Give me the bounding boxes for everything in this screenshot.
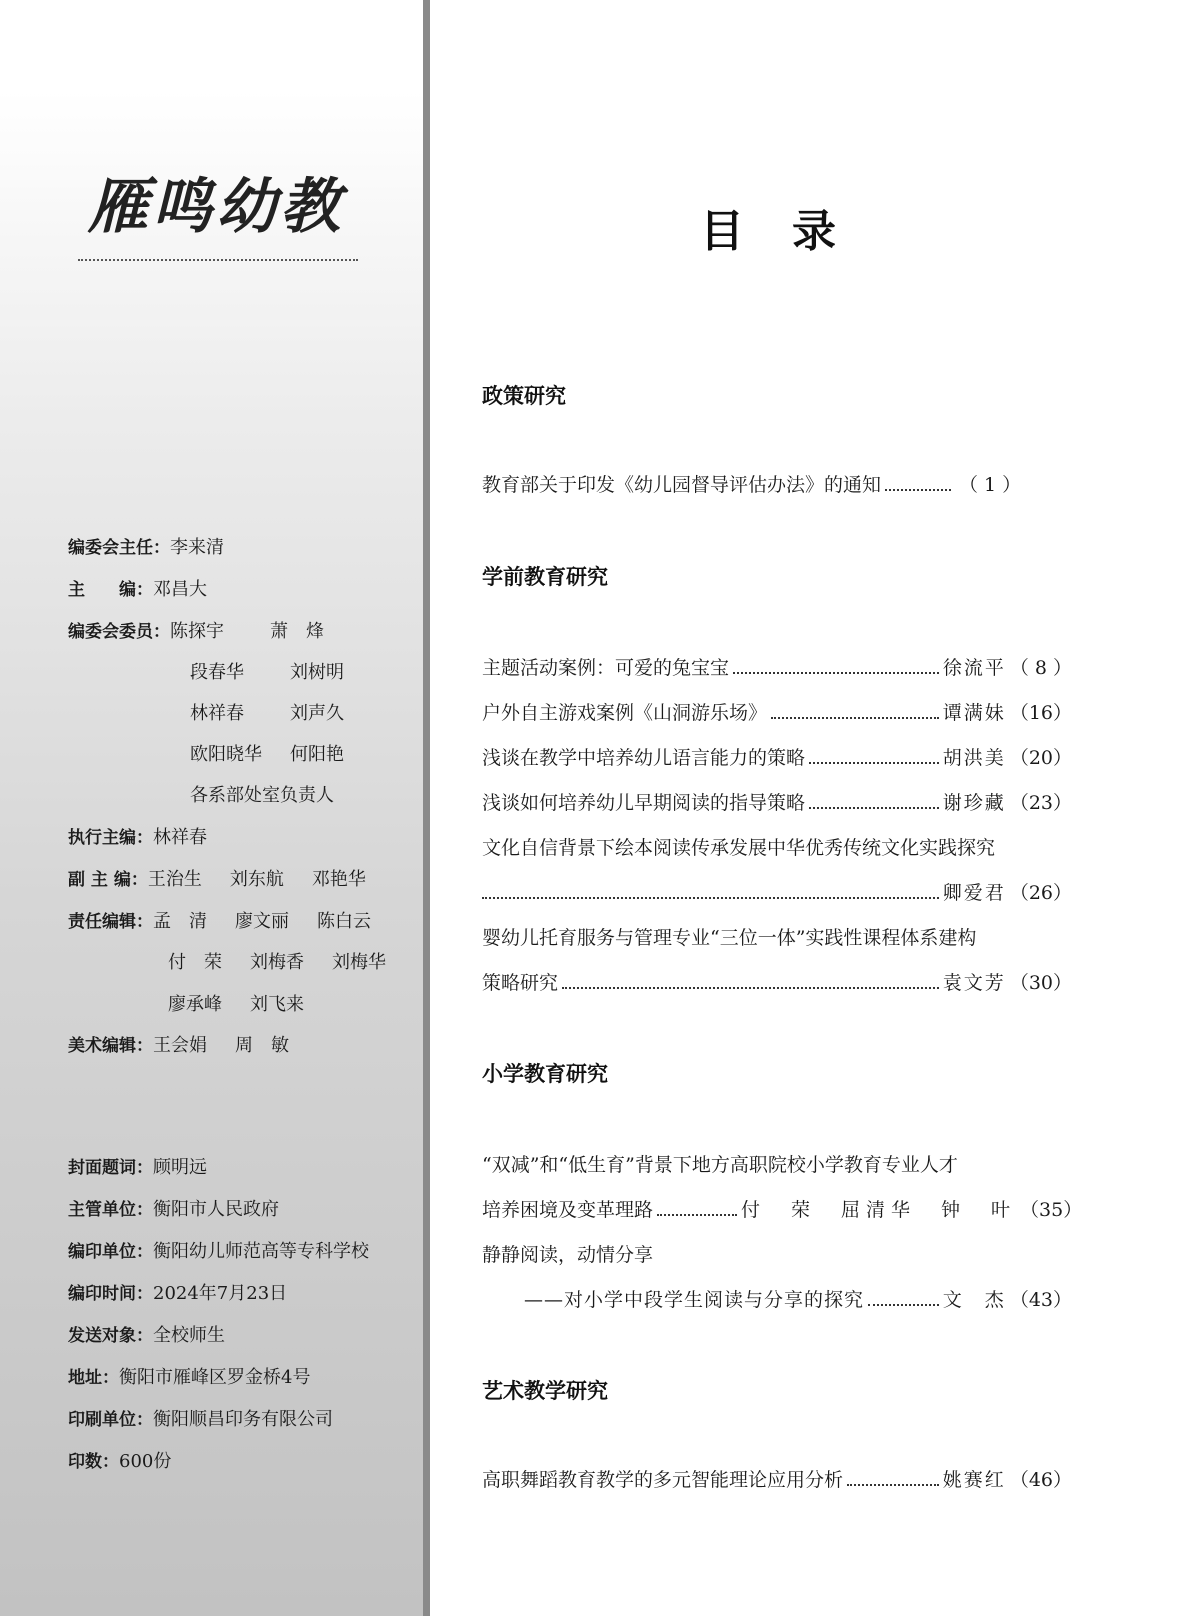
pub-label: 印刷单位： [68,1410,153,1430]
staff-label: 主 编： [68,580,153,600]
staff-name: 孟 清 [153,911,207,932]
leader-dots [657,1214,737,1216]
pub-value: 顾明远 [153,1157,207,1178]
toc-entry[interactable] [482,698,1072,725]
staff-name: 刘东航 [229,869,284,890]
pub-value: 衡阳幼儿师范高等专科学校 [153,1241,369,1262]
pub-value: 600份 [119,1451,172,1472]
entry-page: （20） [1009,747,1072,769]
leader-dots [482,897,939,899]
pub-value: 衡阳市人民政府 [153,1199,279,1220]
staff-name: 萧 烽 [270,621,324,642]
entry-author: 谢珍藏 [942,792,1006,814]
staff-name: 刘声久 [290,703,344,724]
pub-row-copies [68,1447,171,1473]
pub-row-audience [68,1321,225,1347]
entry-author: 袁文芳 [942,972,1006,994]
pub-label: 印数： [68,1452,119,1472]
entry-page: （46） [1009,1469,1072,1491]
staff-row-committee-3 [190,699,344,725]
leader-dots [771,717,939,719]
toc-entry[interactable] [482,788,1072,815]
leader-dots [809,762,939,764]
toc-entry[interactable] [482,1240,1072,1312]
pub-label: 编印单位： [68,1242,153,1262]
section-title-art: 艺术教学研究 [482,1379,608,1403]
entry-author: 付 荣 屈清华 钟 叶 [741,1199,1017,1221]
pub-label: 主管单位： [68,1200,153,1220]
pub-row-supervisor [68,1195,279,1221]
entry-title: 静静阅读，动情分享 [482,1244,654,1266]
staff-name: 付 荣 [168,952,222,973]
leader-dots [885,489,951,491]
staff-row-art-editor [68,1031,289,1057]
staff-row-committee-2 [190,658,344,684]
staff-name: 廖承峰 [168,994,222,1015]
staff-row-responsible-editor-3 [168,990,304,1016]
toc-entry[interactable] [482,923,1072,995]
leader-dots [562,987,939,989]
toc-entry[interactable] [482,743,1072,770]
staff-name: 刘梅华 [332,952,386,973]
entry-author: 徐流平 [942,657,1006,679]
entry-author: 文 杰 [942,1289,1006,1311]
section-title-policy: 政策研究 [482,384,566,408]
entry-title: 户外自主游戏案例《山洞游乐场》 [482,702,768,724]
staff-name: 李来清 [170,537,224,558]
toc-title: 目录 [700,206,884,257]
staff-name: 廖文丽 [235,911,289,932]
staff-name: 何阳艳 [290,744,344,765]
staff-row-committee-4 [190,740,344,766]
staff-label: 执行主编： [68,828,153,848]
entry-page: （43） [1009,1289,1072,1311]
pub-row-date [68,1279,287,1305]
staff-name: 王会娟 [153,1035,207,1056]
staff-row-deputy-editor [68,865,366,891]
entry-title-cont: 策略研究 [482,972,559,994]
entry-page: （23） [1009,792,1072,814]
staff-name: 刘梅香 [250,952,304,973]
pub-value: 衡阳市雁峰区罗金桥4号 [119,1367,311,1388]
pub-label: 编印时间： [68,1284,153,1304]
staff-name: 欧阳晓华 [190,744,262,765]
entry-title: 教育部关于印发《幼儿园督导评估办法》的通知 [482,474,882,496]
pub-row-inscription [68,1153,207,1179]
leader-dots [868,1304,939,1306]
entry-title: 浅谈在教学中培养幼儿语言能力的策略 [482,747,806,769]
staff-row-director [68,533,224,559]
staff-name: 刘树明 [290,662,344,683]
pub-value: 衡阳顺昌印务有限公司 [153,1409,333,1430]
toc-entry[interactable] [482,653,1072,680]
staff-name: 周 敏 [235,1035,289,1056]
staff-row-committee-5 [190,781,334,807]
leader-dots [809,807,939,809]
pub-row-printer [68,1405,333,1431]
pub-row-publisher [68,1237,369,1263]
masthead-logo: 雁鸣幼教 [88,172,344,242]
pub-label: 地址： [68,1368,119,1388]
entry-page: （35） [1020,1199,1083,1221]
staff-name: 林祥春 [190,703,244,724]
entry-page: （26） [1009,882,1072,904]
staff-name: 段春华 [190,662,244,683]
masthead-dotted-rule [78,259,358,261]
staff-name: 刘飞来 [250,994,304,1015]
toc-entry[interactable] [482,1465,1072,1492]
staff-row-committee [68,617,324,643]
pub-value: 全校师生 [153,1325,225,1346]
staff-row-chief-editor [68,575,207,601]
staff-name: 邓昌大 [153,579,207,600]
entry-title-cont: 培养困境及变革理路 [482,1199,654,1221]
entry-subtitle: ——对小学中段学生阅读与分享的探究 [524,1289,865,1311]
staff-label: 副 主 编： [68,870,148,890]
leader-dots [733,672,939,674]
staff-label: 责任编辑： [68,912,153,932]
entry-title: 文化自信背景下绘本阅读传承发展中华优秀传统文化实践探究 [482,837,996,859]
staff-name: 林祥春 [153,827,207,848]
pub-value: 2024年7月23日 [153,1283,288,1304]
staff-row-executive-editor [68,823,207,849]
entry-page: （ 1 ） [959,474,1022,496]
entry-page: （ 8 ） [1009,657,1072,679]
sidebar-divider [423,0,430,1616]
entry-title: “双减”和“低生育”背景下地方高职院校小学教育专业人才 [482,1154,958,1176]
staff-name: 陈探宇 [170,621,224,642]
entry-author: 胡洪美 [942,747,1006,769]
toc-entry[interactable] [482,1150,1083,1222]
staff-name: 各系部处室负责人 [190,785,334,806]
toc-entry[interactable] [482,833,1072,905]
entry-title: 高职舞蹈教育教学的多元智能理论应用分析 [482,1469,844,1491]
staff-label: 编委会主任： [68,538,170,558]
staff-name: 王治生 [147,869,202,890]
staff-name: 陈白云 [317,911,371,932]
entry-page: （16） [1009,702,1072,724]
entry-title: 婴幼儿托育服务与管理专业“三位一体”实践性课程体系建构 [482,927,977,949]
entry-page: （30） [1009,972,1072,994]
pub-label: 发送对象： [68,1326,153,1346]
entry-title: 浅谈如何培养幼儿早期阅读的指导策略 [482,792,806,814]
toc-entry[interactable] [482,470,1072,497]
staff-row-responsible-editor-2 [168,948,386,974]
section-title-primary: 小学教育研究 [482,1062,608,1086]
entry-author: 姚赛红 [942,1469,1006,1491]
entry-author: 卿爱君 [942,882,1006,904]
section-title-preschool: 学前教育研究 [482,565,608,589]
staff-label: 美术编辑： [68,1036,153,1056]
entry-author: 谭满妹 [942,702,1006,724]
staff-label: 编委会委员： [68,622,170,642]
pub-label: 封面题词： [68,1158,153,1178]
staff-row-responsible-editor [68,907,371,933]
pub-row-address [68,1363,310,1389]
entry-title: 主题活动案例：可爱的兔宝宝 [482,657,730,679]
leader-dots [847,1484,939,1486]
staff-name: 邓艳华 [311,869,366,890]
